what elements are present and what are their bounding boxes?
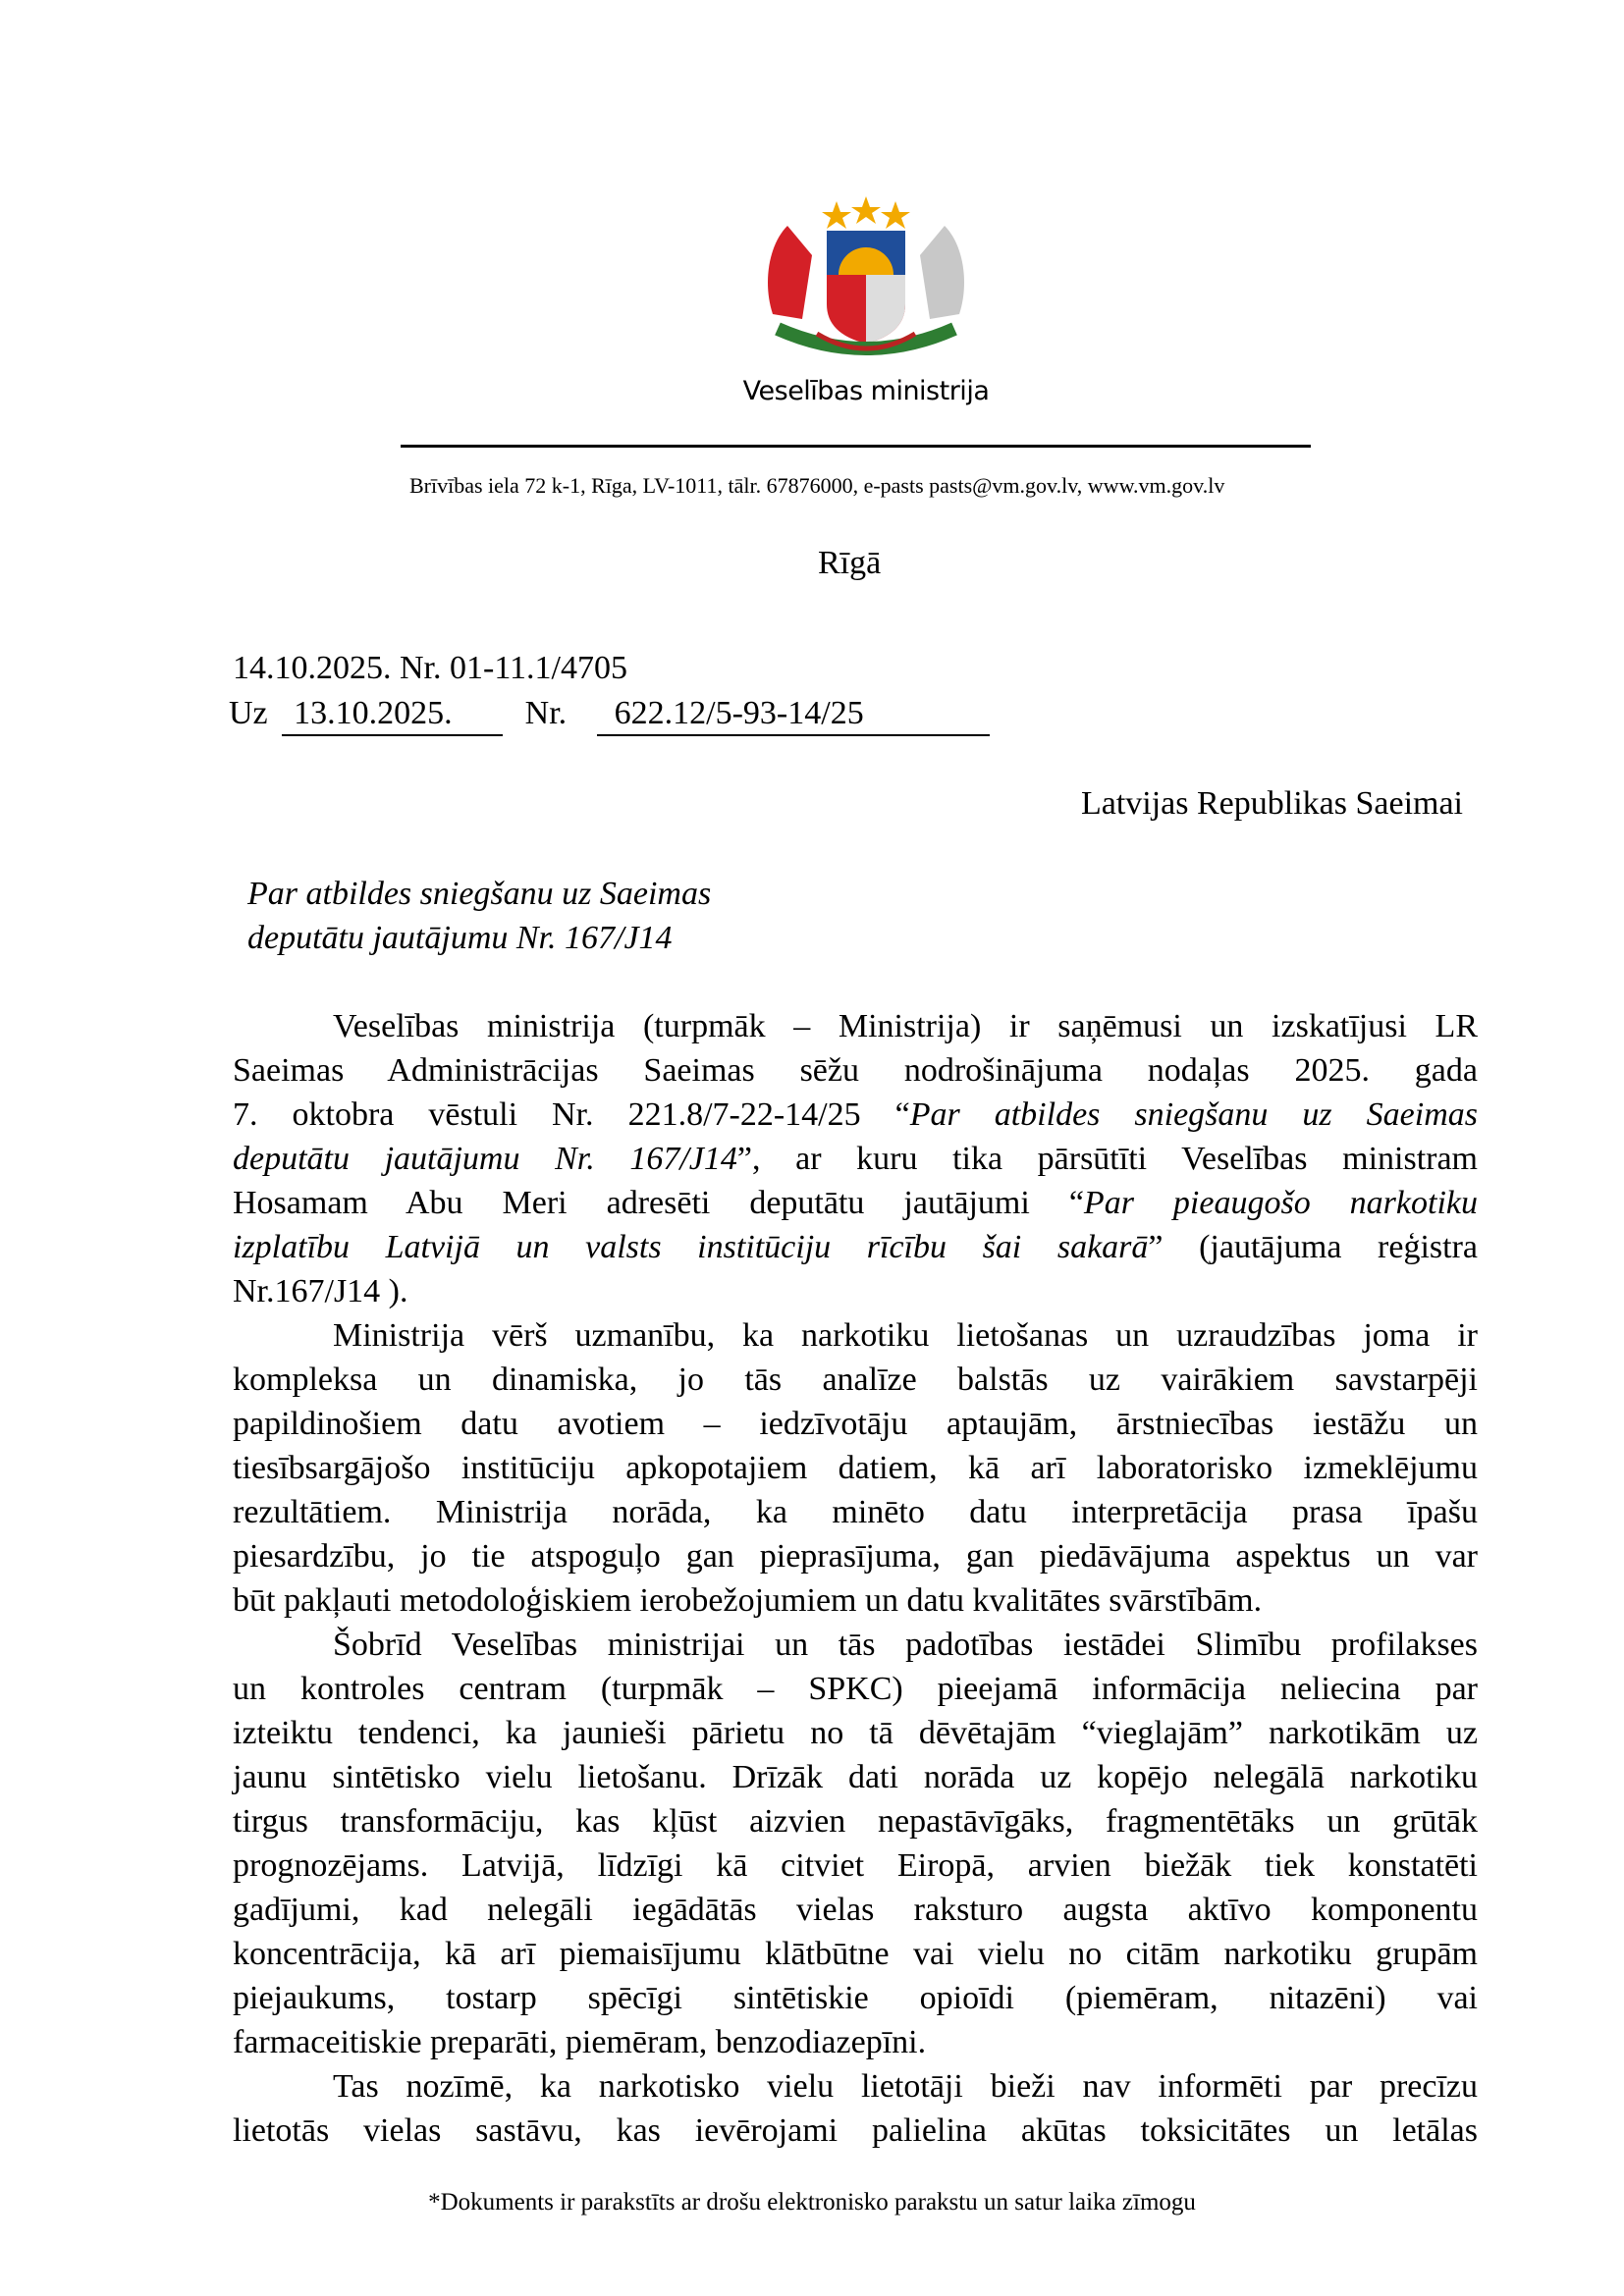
text-run: kompleksa un dinamiska, jo tās analīze balstās uz vairākiem savstarpēji [233, 1362, 1478, 1398]
text-run: gadījumi, kad nelegāli iegādātās vielas raksturo augsta aktīvo komponentu [233, 1892, 1478, 1928]
text-line [233, 1490, 1478, 1534]
incoming-reference [229, 695, 990, 738]
text-line [233, 2064, 1478, 2109]
text-run: būt pakļauti metodoloģiskiem ierobežojumiem un datu kvalitātes svārstībām. [233, 1582, 1263, 1619]
text-line [233, 1225, 1478, 1269]
letter-body [233, 1004, 1478, 2153]
text-run: ” (jautājuma reģistra [1148, 1229, 1479, 1265]
text-run: tirgus transformāciju, kas kļūst aizvien nepastāvīgāks, fragmentētāks un grūtāk [233, 1803, 1478, 1840]
text-run: lietotās vielas sastāvu, kas ievērojami palielina akūtas toksicitātes un letālas [233, 2112, 1478, 2149]
text-run: papildinošiem datu avotiem – iedzīvotāju aptaujām, ārstniecības iestāžu un [233, 1406, 1478, 1442]
outgoing-reference: 14.10.2025. Nr. 01-11.1/4705 [233, 650, 628, 686]
text-line [233, 1181, 1478, 1225]
text-line [233, 1402, 1478, 1446]
paragraph [233, 1004, 1478, 1313]
text-run: Hosamam Abu Meri adresēti deputātu jautājumi “ [233, 1185, 1084, 1221]
text-run: un kontroles centram (turpmāk – SPKC) pieejamā informācija neliecina par [233, 1671, 1478, 1707]
text-run: Šobrīd Veselības ministrijai un tās padotības iestādei Slimību profilakses [333, 1627, 1478, 1663]
text-run: ”, ar kuru tika pārsūtīti Veselības ministram [736, 1141, 1478, 1177]
italic-quote: Par atbildes sniegšanu uz Saeimas [909, 1096, 1478, 1133]
recipient: Latvijas Republikas Saeimai [1080, 785, 1463, 822]
text-run: izteiktu tendenci, ka jaunieši pārietu no tā dēvētajām “vieglajām” narkotikām uz [233, 1715, 1478, 1751]
text-line [233, 1888, 1478, 1932]
text-line [233, 1048, 1478, 1093]
italic-quote: izplatību Latvijā un valsts institūciju rīcību šai sakarā [233, 1229, 1149, 1265]
text-run: Saeimas Administrācijas Saeimas sēžu nodrošinājuma nodaļas 2025. gada [233, 1052, 1478, 1089]
text-run: piesardzību, jo tie atspoguļo gan pieprasījuma, gan piedāvājuma aspektus un var [233, 1538, 1478, 1575]
text-line [233, 1755, 1478, 1799]
text-line [233, 1799, 1478, 1843]
text-line [233, 1976, 1478, 2020]
paragraph [233, 1313, 1478, 1623]
header-divider [401, 445, 1311, 448]
text-line [233, 1137, 1478, 1181]
text-line [233, 1843, 1478, 1888]
text-line [233, 2109, 1478, 2153]
ministry-name: Veselības ministrija [742, 376, 990, 406]
address-line: Brīvības iela 72 k-1, Rīga, LV-1011, tālr. 67876000, e-pasts pasts@vm.gov.lv, www.vm.gov.lv [409, 473, 1225, 498]
italic-quote: Par pieaugošo narkotiku [1083, 1185, 1478, 1221]
text-run: piejaukums, tostarp spēcīgi sintētiskie opioīdi (piemēram, nitazēni) vai [233, 1980, 1478, 2016]
text-line [233, 1711, 1478, 1755]
text-run: jaunu sintētisko vielu lietošanu. Drīzāk dati norāda uz kopējo nelegālā narkotiku [233, 1759, 1478, 1795]
text-run: Tas nozīmē, ka narkotisko vielu lietotāji bieži nav informēti par precīzu [333, 2068, 1478, 2105]
text-line [233, 1667, 1478, 1711]
text-line [233, 1313, 1478, 1358]
text-run: koncentrācija, kā arī piemaisījumu klātbūtne vai vielu no citām narkotiku grupām [233, 1936, 1478, 1972]
subject [247, 872, 711, 960]
italic-quote: deputātu jautājumu Nr. 167/J14 [233, 1141, 737, 1177]
text-run: Nr.167/J14 ). [233, 1273, 408, 1309]
paragraph [233, 1623, 1478, 2064]
uz-number: 622.12/5-93-14/25 [597, 695, 990, 736]
text-line [233, 1269, 1478, 1313]
subject-line: deputātu jautājumu Nr. 167/J14 [247, 920, 673, 956]
uz-date: 13.10.2025. [282, 695, 503, 736]
text-run: rezultātiem. Ministrija norāda, ka minēto datu interpretācija prasa īpašu [233, 1494, 1478, 1530]
subject-line: Par atbildes sniegšanu uz Saeimas [247, 876, 712, 912]
city: Rīgā [818, 545, 882, 581]
signature-note: *Dokuments ir parakstīts ar drošu elektronisko parakstu un satur laika zīmogu [428, 2189, 1196, 2216]
text-line [233, 1004, 1478, 1048]
text-line [233, 1446, 1478, 1490]
text-run: Veselības ministrija (turpmāk – Ministrija) ir saņēmusi un izskatījusi LR [333, 1008, 1478, 1044]
text-line [233, 1093, 1478, 1137]
text-run: prognozējams. Latvijā, līdzīgi kā citviet Eiropā, arvien biežāk tiek konstatēti [233, 1847, 1478, 1884]
text-line [233, 1932, 1478, 1976]
text-run: Ministrija vērš uzmanību, ka narkotiku lietošanas un uzraudzības joma ir [333, 1317, 1478, 1354]
uz-label: Uz [229, 695, 268, 731]
text-run: farmaceitiskie preparāti, piemēram, benzodiazepīni. [233, 2024, 927, 2060]
text-line [233, 1578, 1478, 1623]
coat-of-arms-logo [748, 196, 984, 373]
nr-label: Nr. [524, 695, 568, 731]
text-run: 7. oktobra vēstuli Nr. 221.8/7-22-14/25 “ [233, 1096, 910, 1133]
text-line [233, 1358, 1478, 1402]
text-line [233, 1623, 1478, 1667]
text-run: tiesībsargājošo institūciju apkopotajiem datiem, kā arī laboratorisko izmeklējumu [233, 1450, 1478, 1486]
paragraph [233, 2064, 1478, 2153]
text-line [233, 1534, 1478, 1578]
text-line [233, 2020, 1478, 2064]
